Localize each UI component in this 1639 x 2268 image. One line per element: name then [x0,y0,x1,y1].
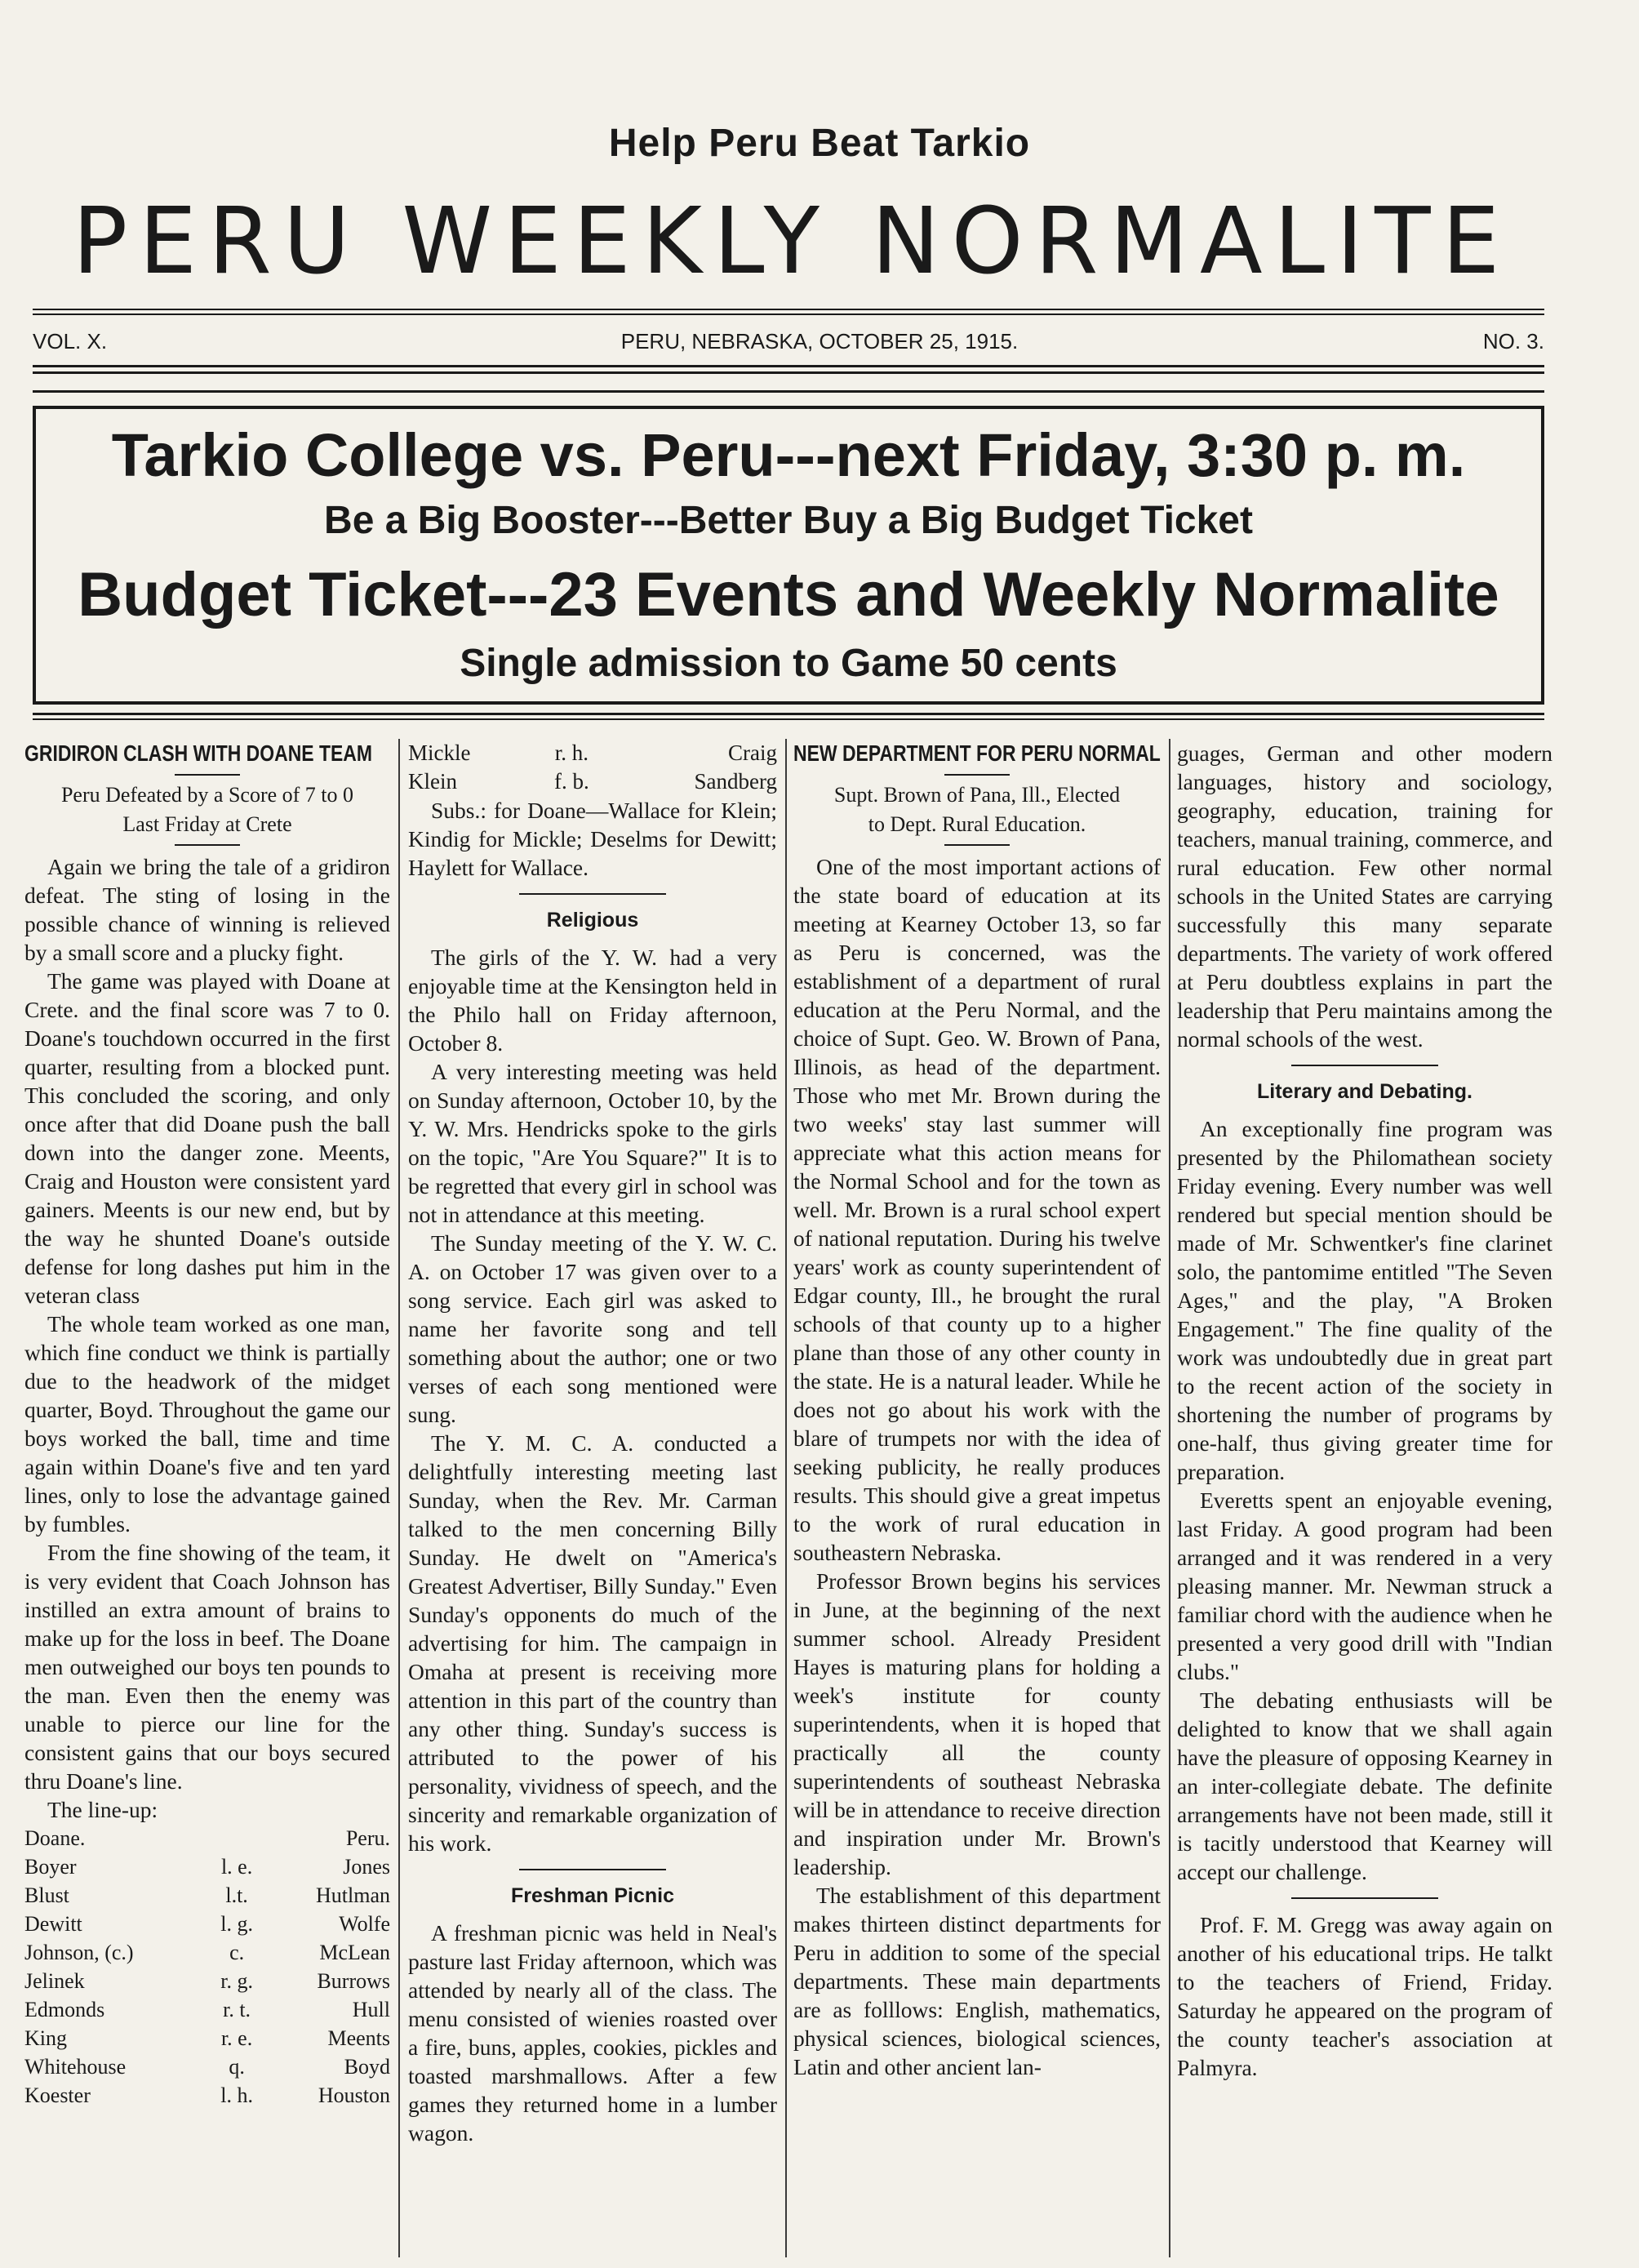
paragraph: guages, German and other modern languages, history and sociology, geography, education, training for teachers, manual training, commerce, and rural education. Few other normal schools in the United States are carrying successfully this many separate departments. The variety of work offered at Peru doubtless explains in part the leadership that Peru maintains among the normal schools of the west. [1177,740,1552,1052]
dateline-rule [33,365,1544,367]
paragraph: One of the most important actions of the state board of education at its meeting at Kearney October 13, so far as Peru is concerned, was the establishment of a department of rural education at the Peru Normal, and the choice of Supt. Geo. W. Brown of Pana, Illinois, as head of the department. Those who met Mr. Brown during the two weeks' stay last summer will appreciate what this action means for the Normal School and for the town as well. Mr. Brown is a rural school expert of national reputation. During his twelve years' work as county superintendent of Edgar county, Ill., he brought the rural schools of that county up to a higher plane than those of any other county in the state. He is a natural leader. While he does not go about his work with the blare of trumpets nor with the idea of seeking publicity, he really produces results. This should give a great impetus to the work of rural education in southeastern Nebraska. [793,854,1161,1565]
lineup-table-continued [408,739,777,796]
divider [175,774,240,776]
column-religious [408,739,777,2261]
subhead: Last Friday at Crete [122,812,292,836]
dateline-rule-3 [33,390,1544,393]
team-doane: Doane. [24,1826,86,1850]
paragraph: The Y. M. C. A. conducted a delightfully interesting meeting last Sunday, when the Rev. Mr. Carman talked to the men concerning Billy Sunday. He dwelt on "America's Greatest Advertiser, Billy Sunday." Even Sunday's opponents do much of the advertising for him. The campaign in Omaha at present is receiving more attention in this part of the country than any other thing. Sunday's success is attributed to the power of his personality, vividness of speech, and the sincerity and remarkable organization of his work. [408,1430,777,1856]
column-divider [1169,739,1170,2257]
substitutions: Subs.: for Doane—Wallace for Klein; Kindig for Mickle; Deselms for Dewitt; Haylett for Wallace. [408,798,777,880]
article-gridiron-clash [24,739,390,2261]
lineup-label: The line-up: [47,1797,158,1822]
paragraph: A freshman picnic was held in Neal's pasture last Friday afternoon, which was attended by nearly all of the class. The menu consisted of wienies roasted over a fire, buns, apples, cookies, pickles and toasted marshmallows. After a few games they returned home in a lumber wagon. [408,1920,777,2146]
lineup-row: Edmonds r. t. Hull [24,1998,390,2021]
subhead: Peru Defeated by a Score of 7 to 0 [60,783,354,807]
banner-line-game: Tarkio College vs. Peru---next Friday, 3:30 p. m. [111,421,1466,489]
lineup-row: Blust l.t. Hutlman [24,1883,390,1907]
paragraph: The Sunday meeting of the Y. W. C. A. on October 17 was given over to a song service. Each girl was asked to name her favorite song and tell something about the author; one or two verses of each song mentioned were sung. [408,1230,777,1427]
subhead: to Dept. Rural Education. [868,812,1086,836]
divider [175,844,240,846]
paragraph: The debating enthusiasts will be delighted to know that we shall again have the pleasure of opposing Kearney in an inter-collegiate debate. The definite arrangements have not been made, still it is tacitly understood that Kearney will accept our challenge. [1177,1688,1552,1884]
lineup-row: Whitehouse q. Boyd [24,2055,390,2079]
banner-line-budget: Budget Ticket---23 Events and Weekly Normalite [78,560,1499,629]
divider [944,774,1010,776]
headline-gridiron: GRIDIRON CLASH WITH DOANE TEAM [24,740,373,766]
lineup-row: Jelinek r. g. Burrows [24,1969,390,1993]
paragraph: The whole team worked as one man, which fine conduct we think is partially due to the headwork of the midget quarter, Boyd. Throughout the game our boys worked the ball, time and time again within Doane's five and ten yard lines, only to lose the advantage gained by fumbles. [24,1311,390,1536]
banner-bottom-rule-2 [33,718,1544,720]
subhead: Supt. Brown of Pana, Ill., Elected [833,783,1121,807]
lineup-row: Dewitt l. g. Wolfe [24,1912,390,1936]
paragraph: Professor Brown begins his services in June, at the beginning of the next summer school. Already President Hayes is maturing plans for holding a week's institute for county superintendents, when it is hoped that practically all the county superintendents of southeast Nebraska will be in attendance to receive direction and inspiration under Mr. Brown's leadership. [793,1568,1161,1879]
masthead-title: PERU WEEKLY NORMALITE [72,189,1512,295]
banner-bottom-rule [33,713,1544,715]
banner-line-booster: Be a Big Booster---Better Buy a Big Budget Ticket [324,499,1253,542]
article-new-department [793,739,1161,2261]
lineup-row: Mickle r. h. Craig [408,740,777,765]
lineup-table [24,1824,390,2110]
paragraph: Everetts spent an enjoyable evening, last Friday. A good program had been arranged and it was rendered in a very pleasing manner. Mr. Newman struck a familiar chord with the audience when he presented a very good drill with "Indian clubs." [1177,1488,1552,1684]
divider [519,1869,666,1870]
divider [1291,1897,1438,1899]
volume-number: VOL. X. [33,329,108,354]
lineup-row: Boyer l. e. Jones [24,1855,390,1879]
paragraph: From the fine showing of the team, it is very evident that Coach Johnson has instilled an extra amount of brains to make up for the loss in beef. The Doane men outweighed our boys ten pounds to the man. Even then the enemy was unable to pierce our line for the consistent gains that our boys secured thru Doane's line. [24,1540,390,1794]
lineup-row: King r. e. Meents [24,2026,390,2050]
paragraph: Again we bring the tale of a gridiron defeat. The sting of losing in the possible chance of winning is relieved by a small score and a plucky fight. [24,854,390,965]
paragraph: Prof. F. M. Gregg was away again on another of his educational trips. He talkt to the teachers of Friend, Friday. Saturday he appeared on the program of the county teacher's association at Palmyra. [1177,1912,1552,2080]
section-head-literary: Literary and Debating. [1257,1080,1472,1103]
lineup-row: Johnson, (c.) c. McLean [24,1941,390,1964]
divider [944,844,1010,846]
section-head-freshman-picnic: Freshman Picnic [510,1884,675,1907]
divider [1291,1065,1438,1066]
place-date: PERU, NEBRASKA, OCTOBER 25, 1915. [620,329,1019,354]
lineup-row: Koester l. h. Houston [24,2083,390,2107]
divider [519,893,666,895]
paragraph: The establishment of this department makes thirteen distinct departments for Peru in addition to some of the special departments. These main departments are as folllows: English, mathematics, physical sciences, biological sciences, Latin and other ancient lan- [793,1883,1161,2079]
paragraph: A very interesting meeting was held on Sunday afternoon, October 10, by the Y. W. Mrs. Hendricks spoke to the girls on the topic, "Are You Square?" It is to be regretted that every girl in school was not in attendance at this meeting. [408,1059,777,1227]
paragraph: An exceptionally fine program was presented by the Philomathean society Friday evening. Every number was well rendered but special mention should be made of Mr. Schwentker's fine clarinet solo, the pantomime entitled "The Seven Ages," and the play, "A Broken Engagement." The fine quality of the work was undoubtedly due in great part to the recent action of the society in shortening the number of programs by one-half, thus giving greater time for preparation. [1177,1116,1552,1484]
kicker-headline: Help Peru Beat Tarkio [608,122,1031,165]
lineup-row: Klein f. b. Sandberg [408,769,777,794]
column-divider [785,739,787,2257]
top-rule [33,309,1544,310]
team-peru: Peru. [345,1826,390,1850]
paragraph: The girls of the Y. W. had a very enjoyable time at the Kensington held in the Philo hall on Friday afternoon, October 8. [408,945,777,1056]
paragraph: The game was played with Doane at Crete. and the final score was 7 to 0. Doane's touchdown occurred in the first quarter, resulting from a blocked punt. This concluded the scoring, and only once after that did Doane push the ball down into the danger zone. Meents, Craig and Houston were consistent yard gainers. Meents is our new end, but by the way he shunted Doane's outside defense for long dashes put him in the veteran class [24,968,390,1308]
column-divider [398,739,400,2257]
lineup-header [24,1824,390,1852]
section-head-religious: Religious [546,909,639,932]
top-rule-2 [33,314,1544,315]
headline-new-department: NEW DEPARTMENT FOR PERU NORMAL [793,740,1161,766]
issue-number: NO. 3. [1482,329,1544,354]
column-literary [1177,739,1552,2261]
dateline-rule-2 [33,371,1544,374]
banner-line-admission: Single admission to Game 50 cents [460,642,1117,685]
